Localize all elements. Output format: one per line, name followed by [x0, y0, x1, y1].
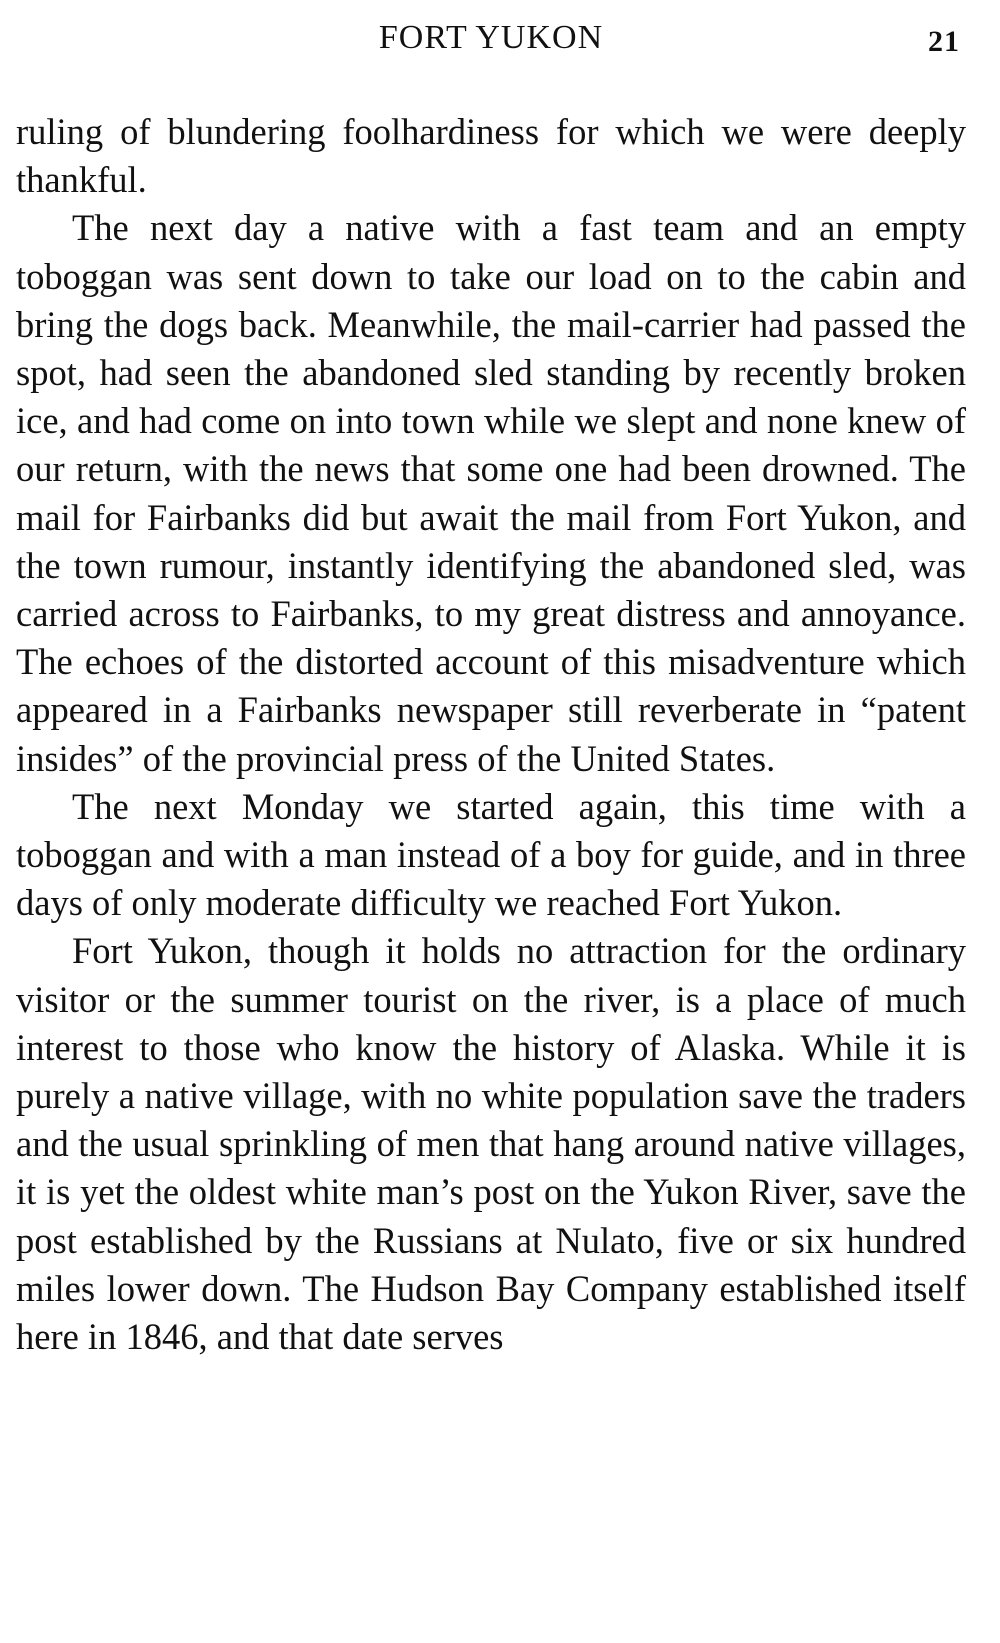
- page-number: 21: [928, 25, 960, 58]
- paragraph-toboggan-sent: The next day a native with a fast team and an empty toboggan was sent down to take our load on to the cabin and bring the dogs back. Meanwhile, the mail-carrier had passed the spot, had seen the abandoned sled standing by recently broken ice, and had come on into town while we slept and none knew of our return, with the news that some one had been drowned. The mail for Fairbanks did but await the mail from Fort Yukon, and the town rumour, instantly identifying the abandoned sled, was carried across to Fairbanks, to my great distress and annoyance. The echoes of the distorted account of this misadventure which appeared in a Fairbanks newspaper still reverberate in “patent insides” of the provincial press of the United States.: [16, 207, 966, 779]
- paragraph-fort-yukon-history: Fort Yukon, though it holds no attraction for the ordinary visitor or the summer tourist on the river, is a place of much interest to those who know the history of Alaska. While it is purely a native village, with no white population save the traders and the usual sprinkling of men that hang around native villages, it is yet the oldest white man’s post on the Yukon River, save the post established by the Russians at Nulato, five or six hundred miles lower down. The Hudson Bay Company established itself here in 1846, and that date serves: [16, 930, 966, 1358]
- book-page: [16, 18, 966, 1628]
- paragraph-continued: ruling of blundering foolhardiness for which we were deeply thankful.: [16, 111, 966, 201]
- running-title: FORT YUKON: [378, 19, 604, 56]
- running-head: [16, 18, 966, 70]
- body-text: [16, 108, 966, 1361]
- paragraph-monday-start: The next Monday we started again, this time with a toboggan and with a man instead of a boy for guide, and in three days of only moderate difficulty we reached Fort Yukon.: [16, 785, 966, 924]
